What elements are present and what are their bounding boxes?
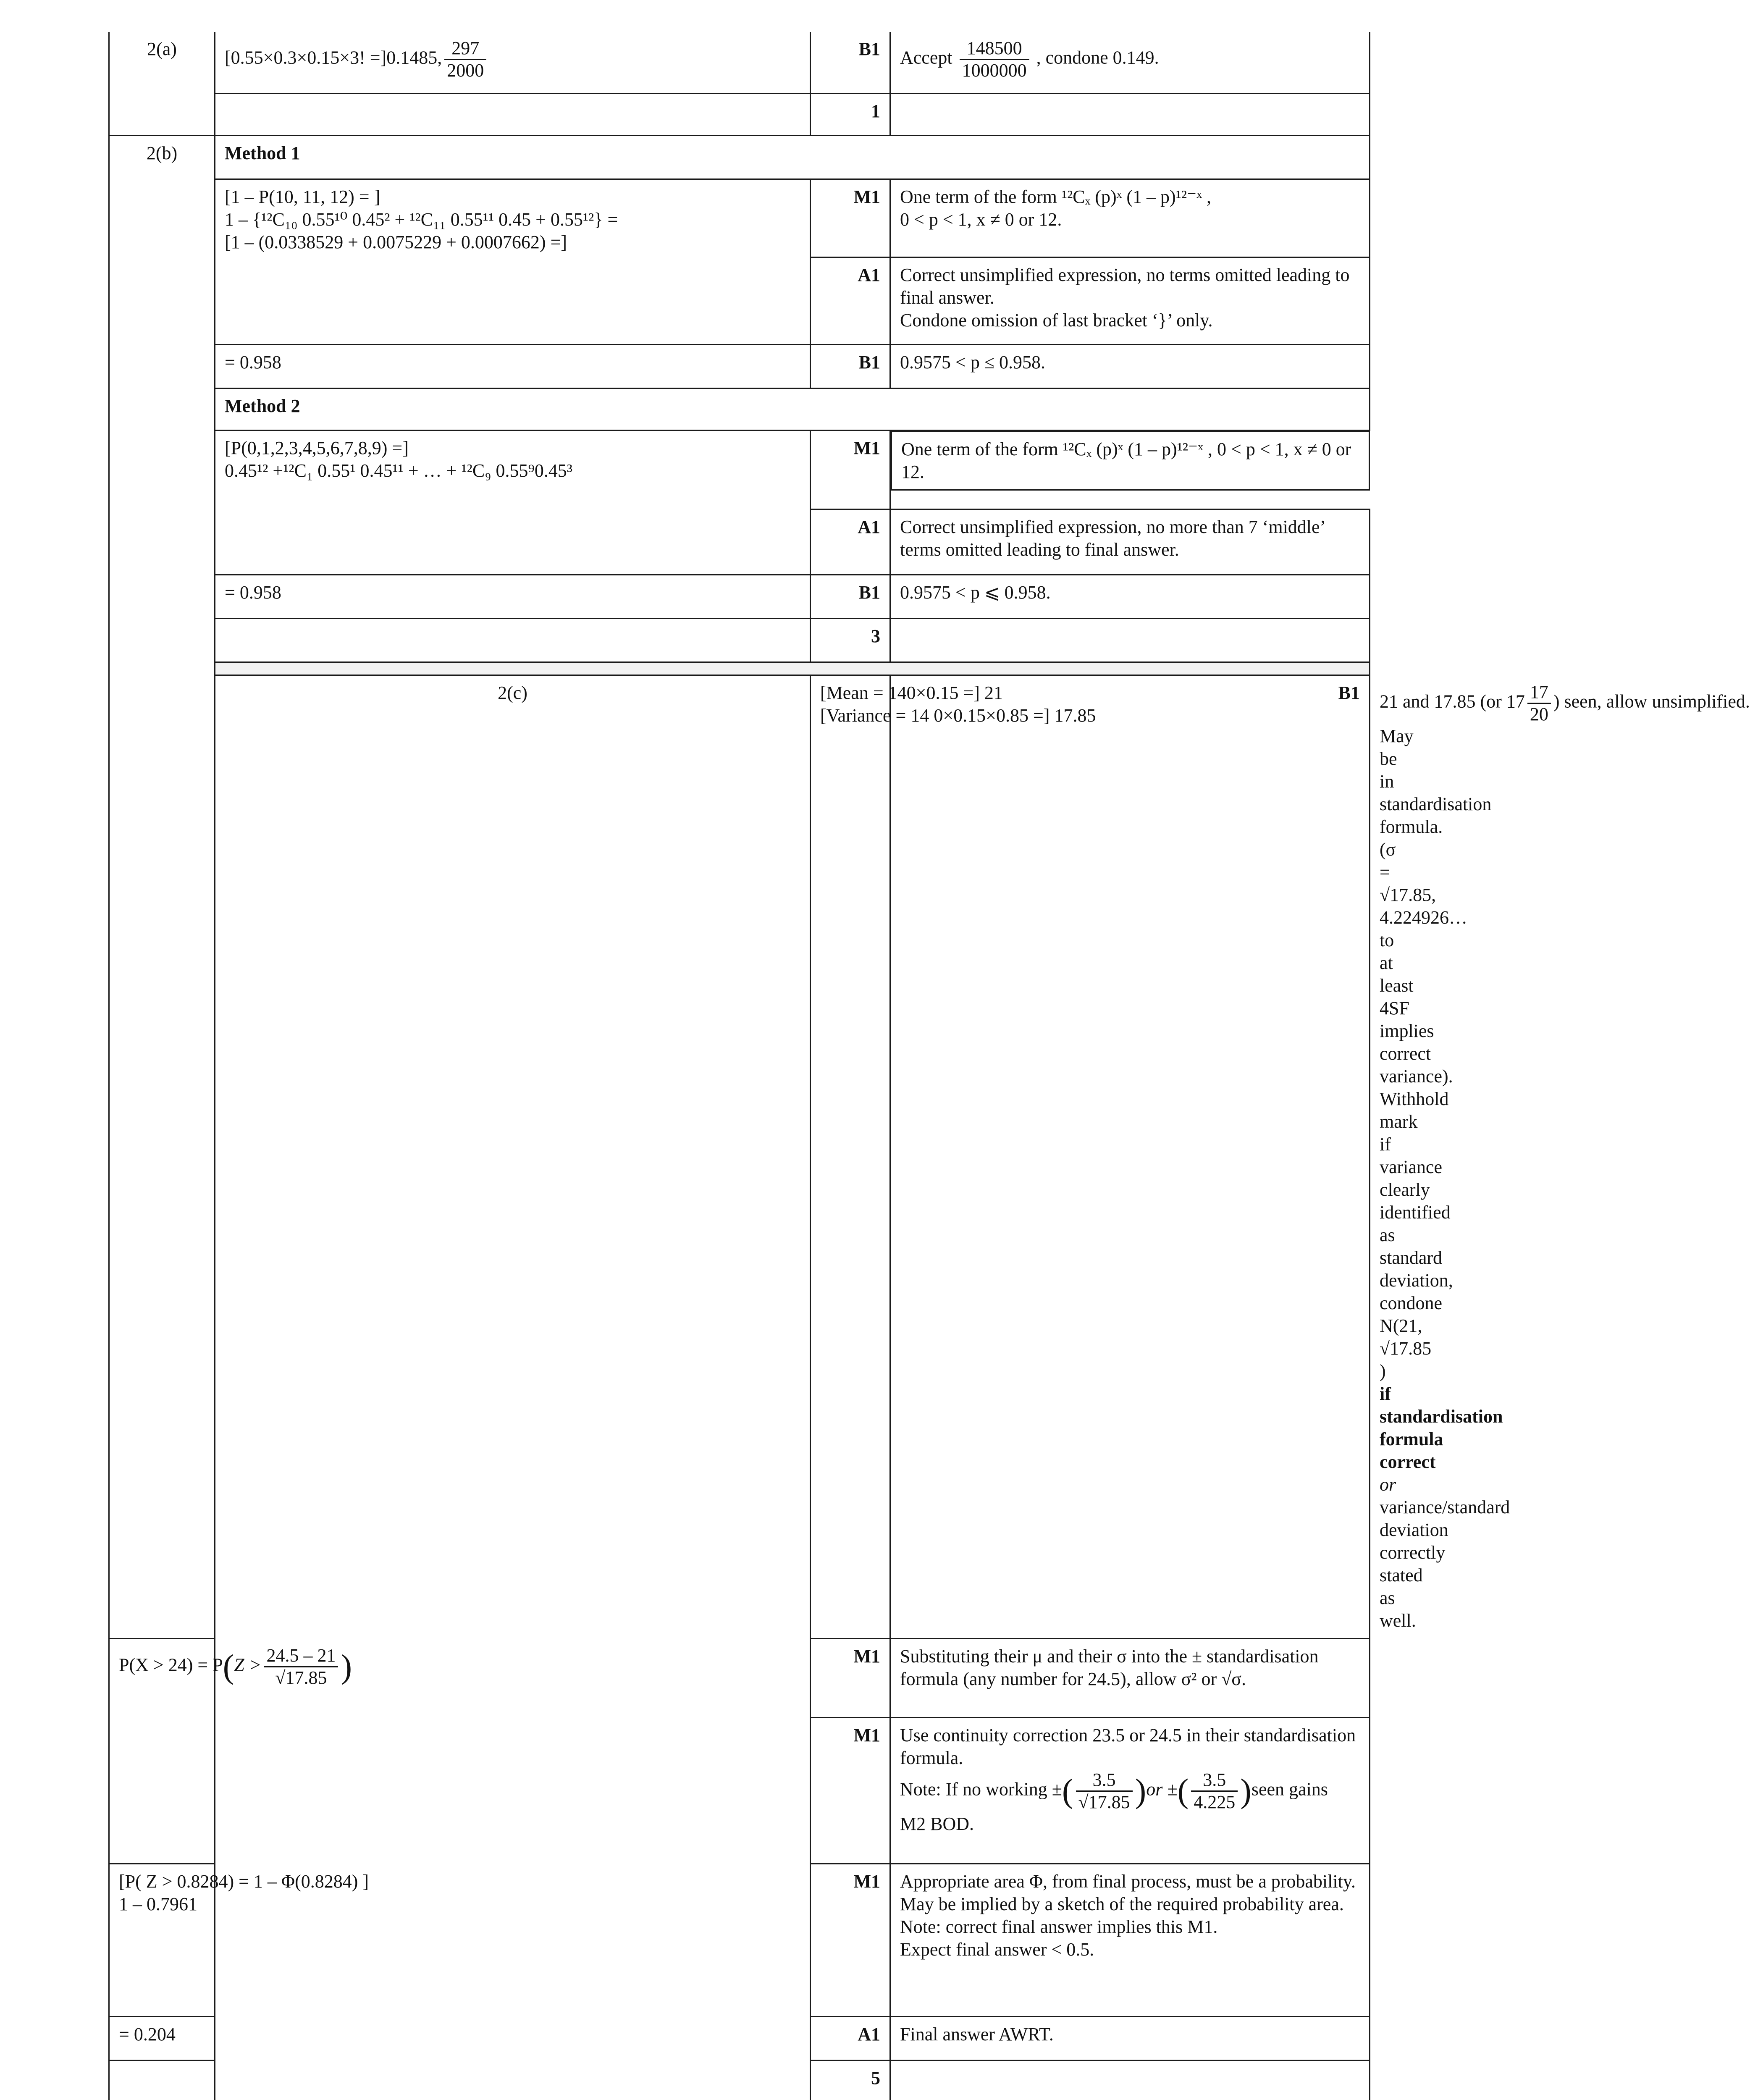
empty-cell <box>890 618 1370 662</box>
fraction-numerator: 17 <box>1527 682 1551 704</box>
fraction <box>1076 1769 1133 1813</box>
row-2b-m1 <box>109 179 1370 257</box>
mark-code: A1 <box>811 2016 890 2060</box>
fraction-denominator: √17.85 <box>275 1667 327 1688</box>
note-pre: Note: If no working ± <box>900 1779 1062 1800</box>
seen-pre: 21 and 17.85 (or 17 <box>1380 691 1525 712</box>
guidance-cell <box>890 257 1370 344</box>
guidance-line: Use continuity correction 23.5 or 24.5 in their standardisation formula. <box>900 1725 1356 1768</box>
guidance-line: Correct unsimplified expression, no terms omitted leading to final answer. <box>900 264 1350 308</box>
working-cell <box>811 675 1096 1638</box>
working-line: [1 – (0.0338529 + 0.0075229 + 0.0007662) =] <box>225 231 567 252</box>
note-or: or ± <box>1146 1779 1178 1800</box>
empty-cell <box>215 93 811 135</box>
fraction <box>1191 1769 1238 1813</box>
method-heading: Method 2 <box>215 388 1370 430</box>
prob-z: Z > <box>234 1654 262 1675</box>
guidance-accept: Accept <box>900 47 952 68</box>
guidance-line: Expect final answer < 0.5. <box>900 1939 1094 1960</box>
mark-code: M1 <box>811 1864 890 2016</box>
guidance: 0.9575 < p ≤ 0.958. <box>890 344 1370 388</box>
guidance-text: variance/standard deviation correctly stated as well. <box>1380 1496 1510 1631</box>
guidance-cell <box>890 32 1370 93</box>
mark-code: A1 <box>811 257 890 344</box>
phi-line: [P( Z > 0.8284) = 1 – Φ(0.8284) ] <box>119 1871 369 1892</box>
working-cell <box>109 1864 369 2016</box>
empty-cell <box>109 2060 215 2100</box>
guidance-line: 0 < p < 1, x ≠ 0 or 12. <box>900 209 1062 230</box>
fraction <box>264 1645 338 1688</box>
mark-code: B1 <box>811 344 890 388</box>
separator <box>215 662 1370 675</box>
mark-code: A1 <box>811 509 890 575</box>
guidance-cell <box>890 179 1370 257</box>
fraction-denominator: 2000 <box>447 60 484 81</box>
bracket-open: ( <box>223 1648 234 1685</box>
mark-scheme-table <box>108 32 1750 2100</box>
row-2b-method2-heading <box>109 388 1370 430</box>
note-line: M2 BOD. <box>900 1813 974 1834</box>
fraction-numerator: 148500 <box>960 38 1029 60</box>
row-2a-total <box>109 93 1370 135</box>
working-bracket: [0.55×0.3×0.15×3! =] <box>225 47 387 68</box>
fraction-denominator: √17.85 <box>1078 1791 1130 1812</box>
working-line: 1 – {¹²C₁₀ 0.55¹⁰ 0.45² + ¹²C₁₁ 0.55¹¹ 0.45 + 0.55¹²} = <box>225 209 618 230</box>
working-cell <box>109 1638 352 1864</box>
guidance-line: May be implied by a sketch of the required probability area. <box>900 1893 1344 1914</box>
method-heading: Method 1 <box>215 135 1370 179</box>
fraction-denominator: 20 <box>1530 704 1548 724</box>
fraction-denominator: 4.225 <box>1194 1791 1236 1812</box>
fraction-numerator: 3.5 <box>1076 1769 1133 1792</box>
working-cell <box>215 32 811 93</box>
working-cell <box>215 179 811 344</box>
working-cell <box>215 430 811 575</box>
row-2b-ans1 <box>109 344 1370 388</box>
guidance-line: Condone omission of last bracket ‘}’ only. <box>900 310 1213 331</box>
row-2a <box>109 32 1370 93</box>
bracket-close: ) <box>341 1648 352 1685</box>
fraction <box>960 38 1029 81</box>
mark-code: M1 <box>811 1638 890 1717</box>
fraction-numerator: 24.5 – 21 <box>264 1645 338 1667</box>
guidance-tail: , condone 0.149. <box>1036 47 1159 68</box>
guidance: Correct unsimplified expression, no more than 7 ‘middle’ terms omitted leading to final answer. <box>890 509 1370 575</box>
empty-cell <box>890 93 1370 135</box>
bracket-close: ) <box>1135 1772 1147 1809</box>
working-line: [P(0,1,2,3,4,5,6,7,8,9) =] <box>225 437 409 458</box>
mark-code: B1 <box>890 675 1370 1638</box>
variance-line: [Variance = 14 0×0.15×0.85 =] 17.85 <box>820 705 1096 726</box>
guidance: Substituting their μ and their σ into the ± standardisation formula (any number for 24.5), allow σ² or √σ. <box>890 1638 1370 1717</box>
row-2b-m2 <box>109 430 1370 509</box>
mark-scheme <box>108 32 1750 2100</box>
question-number: 2(a) <box>109 32 215 135</box>
guidance-line: One term of the form ¹²Cₓ (p)ˣ (1 – p)¹²⁻ˣ , <box>900 186 1212 207</box>
row-2b-ans2 <box>109 575 1370 618</box>
fraction-denominator: 1000000 <box>962 60 1027 81</box>
fraction-numerator: 297 <box>444 38 486 60</box>
question-number: 2(c) <box>215 675 811 2100</box>
working-line: 0.45¹² +¹²C₁ 0.55¹ 0.45¹¹ + … + ¹²C₉ 0.55⁹0.45³ <box>225 460 573 481</box>
mark-code: B1 <box>811 575 890 618</box>
seen-post: ) seen, allow unsimplified. <box>1553 691 1750 712</box>
note-post: seen gains <box>1251 1779 1328 1800</box>
note-line <box>900 1769 1360 1813</box>
guidance-cell <box>890 1717 1370 1864</box>
answer: = 0.958 <box>215 344 811 388</box>
guidance-text: Withhold mark if variance clearly identified as standard deviation, condone N(21, √17.85 ) <box>1380 1088 1453 1381</box>
bracket-open: ( <box>1062 1772 1073 1809</box>
bracket-close: ) <box>1240 1772 1251 1809</box>
phi-value: 1 – 0.7961 <box>119 1893 197 1914</box>
answer: = 0.958 <box>215 575 811 618</box>
mean-line: [Mean = 140×0.15 =] 21 <box>820 682 1003 703</box>
mark-code: M1 <box>811 1717 890 1864</box>
fraction <box>1527 682 1551 725</box>
empty-cell <box>890 2060 1370 2100</box>
guidance-cell <box>890 1864 1370 2016</box>
mark-total: 1 <box>811 93 890 135</box>
row-2b-total <box>109 618 1370 662</box>
mark-code: M1 <box>811 430 890 509</box>
row-separator <box>109 662 1370 675</box>
mark-total: 5 <box>811 2060 890 2100</box>
bold-text: if standardisation formula correct <box>1380 1383 1503 1472</box>
guidance-line: Note: correct final answer implies this M1. <box>900 1916 1218 1937</box>
guidance: One term of the form ¹²Cₓ (p)ˣ (1 – p)¹²⁻ˣ , 0 < p < 1, x ≠ 0 or 12. <box>891 431 1370 491</box>
question-number: 2(b) <box>109 135 215 1638</box>
probability-statement <box>119 1645 352 1688</box>
answer: = 0.204 <box>109 2016 215 2060</box>
prob-lhs: P(X > 24) = P <box>119 1654 223 1675</box>
bracket-open: ( <box>1177 1772 1189 1809</box>
mark-total: 3 <box>811 618 890 662</box>
working-value: 0.1485, <box>386 47 442 68</box>
mark-code: B1 <box>811 32 890 93</box>
row-2b-method1-heading <box>109 135 1370 179</box>
guidance-line: Appropriate area Φ, from final process, must be a probability. <box>900 1871 1356 1892</box>
empty-cell <box>215 618 811 662</box>
fraction <box>444 38 486 81</box>
guidance: 0.9575 < p ⩽ 0.958. <box>890 575 1370 618</box>
row-2c-b1: 2(c) [Mean = 140×0.15 =] 21 [Variance = 14 0×0.15×0.85 =] 17.85 B1 21 and 17.85 (or 17 $\frac{17}{20}$ ) seen, allow unsimplified. May be in standardisation formula. (σ = √17.85, 4.224926…to at least 4SF implies correct variance). Withhold mark if variance clearly identified as standard deviation, condone N(21, √17.85 ) if standardisation formula correct or variance/standard deviation correctly stated as well. <box>109 675 1370 1638</box>
guidance: Final answer AWRT. <box>890 2016 1370 2060</box>
italic-text: or <box>1380 1474 1396 1495</box>
working-line: [1 – P(10, 11, 12) = ] <box>225 186 380 207</box>
fraction-numerator: 3.5 <box>1191 1769 1238 1792</box>
mark-code: M1 <box>811 179 890 257</box>
